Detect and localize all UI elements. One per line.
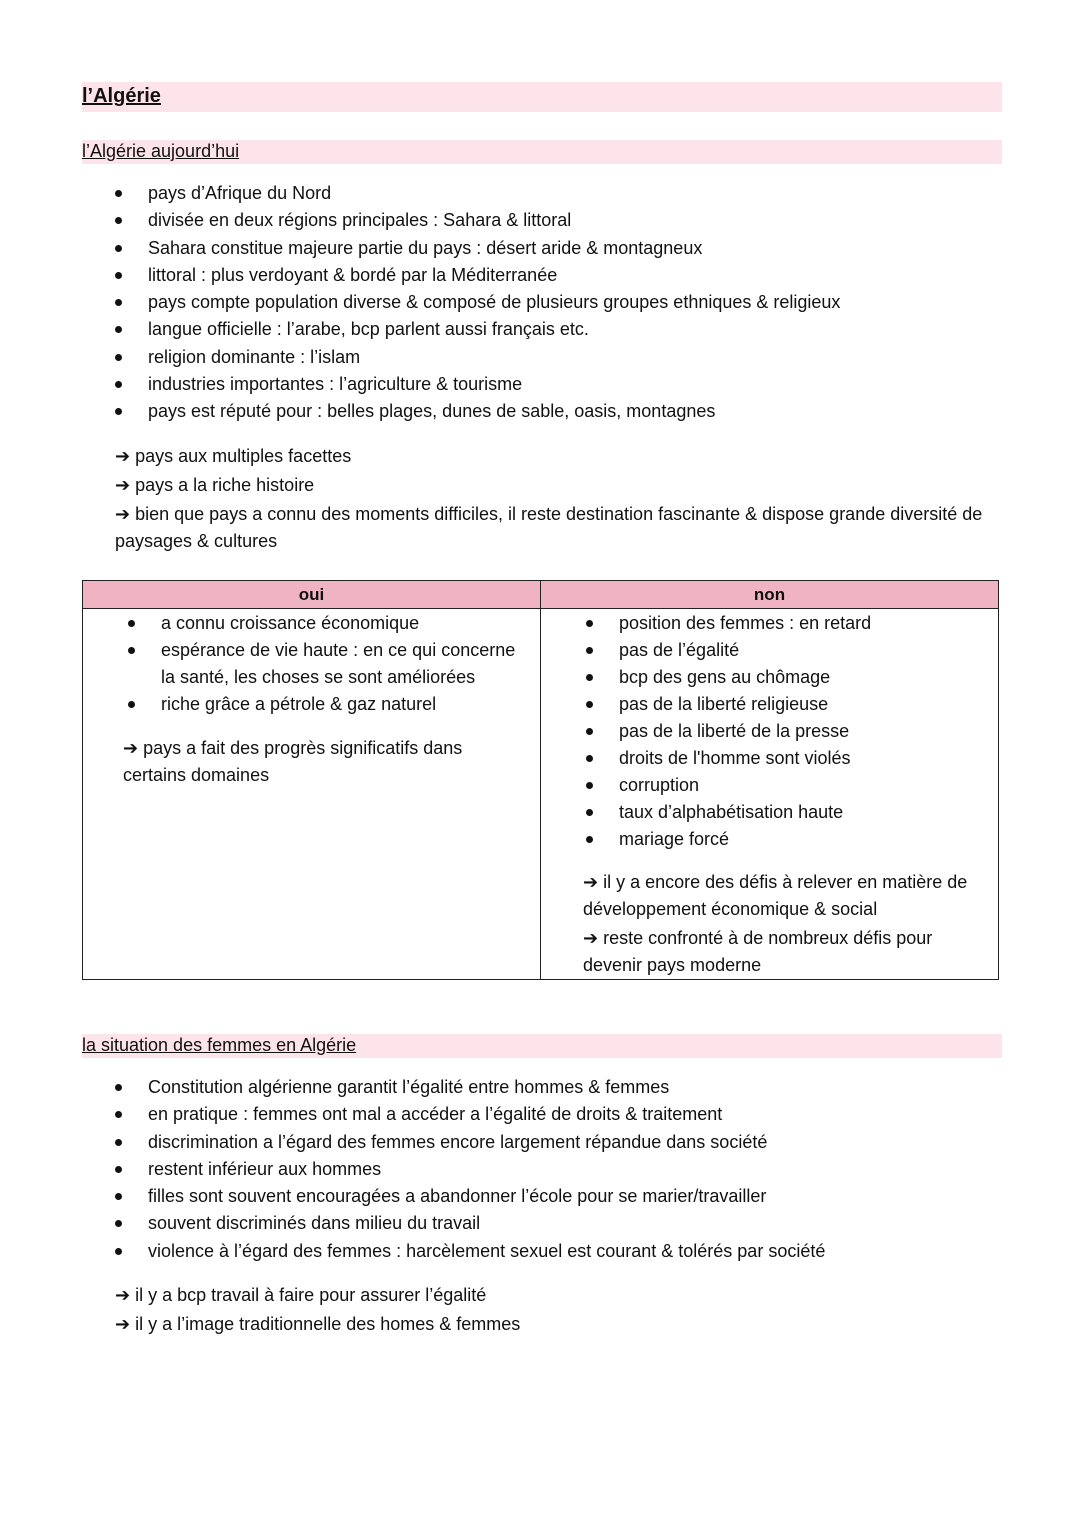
- bullet-icon: [115, 1166, 122, 1173]
- list-item: pas de la liberté religieuse: [583, 691, 984, 718]
- arrow-right-icon: ➔: [115, 504, 131, 524]
- list-item: position des femmes : en retard: [583, 610, 984, 637]
- list-item: discrimination a l’égard des femmes encore largement répandue dans société: [112, 1129, 825, 1156]
- bullet-icon: [115, 1193, 122, 1200]
- column-header-oui: oui: [83, 581, 541, 609]
- list-item: industries importantes : l’agriculture & tourisme: [112, 371, 840, 398]
- list-item: taux d’alphabétisation haute: [583, 799, 984, 826]
- bullet-icon: [586, 782, 593, 789]
- list-item: restent inférieur aux hommes: [112, 1156, 825, 1183]
- column-header-non: non: [541, 581, 999, 609]
- bullet-icon: [586, 701, 593, 708]
- bullet-icon: [115, 1248, 122, 1255]
- non-cell: [541, 609, 999, 980]
- list-item: pas de la liberté de la presse: [583, 718, 984, 745]
- list-item: filles sont souvent encouragées a abandonner l’école pour se marier/travailler: [112, 1183, 825, 1210]
- list-item: corruption: [583, 772, 984, 799]
- list-item: littoral : plus verdoyant & bordé par la Méditerranée: [112, 262, 840, 289]
- list-item: violence à l’égard des femmes : harcèlement sexuel est courant & tolérés par société: [112, 1238, 825, 1265]
- section1-heading-band: [82, 140, 1002, 164]
- conclusion-line: ➔ il y a bcp travail à faire pour assurer l’égalité: [115, 1285, 487, 1305]
- arrow-right-icon: ➔: [123, 738, 139, 758]
- bullet-icon: [115, 354, 122, 361]
- list-item: a connu croissance économique: [125, 610, 520, 637]
- list-item: espérance de vie haute : en ce qui concerne la santé, les choses se sont améliorées: [125, 637, 520, 691]
- non-bullet-list: [583, 610, 984, 853]
- bullet-icon: [115, 190, 122, 197]
- bullet-icon: [115, 381, 122, 388]
- list-item: souvent discriminés dans milieu du travail: [112, 1210, 825, 1237]
- list-item: bcp des gens au chômage: [583, 664, 984, 691]
- list-item: pays est réputé pour : belles plages, dunes de sable, oasis, montagnes: [112, 398, 840, 425]
- oui-bullet-list: [125, 610, 520, 718]
- arrow-right-icon: ➔: [115, 1314, 131, 1334]
- section2-bullet-list: [112, 1074, 825, 1265]
- bullet-icon: [586, 647, 593, 654]
- arrow-right-icon: ➔: [115, 446, 131, 466]
- arrow-right-icon: ➔: [115, 475, 131, 495]
- bullet-icon: [586, 674, 593, 681]
- bullet-icon: [586, 728, 593, 735]
- list-item: langue officielle : l’arabe, bcp parlent aussi français etc.: [112, 316, 840, 343]
- list-item: pays d’Afrique du Nord: [112, 180, 840, 207]
- bullet-icon: [115, 272, 122, 279]
- section1-bullet-list: [112, 180, 840, 426]
- bullet-icon: [115, 1084, 122, 1091]
- bullet-icon: [115, 299, 122, 306]
- bullet-icon: [115, 1220, 122, 1227]
- bullet-icon: [128, 620, 135, 627]
- bullet-icon: [115, 1139, 122, 1146]
- bullet-icon: [115, 217, 122, 224]
- bullet-icon: [115, 245, 122, 252]
- section1-heading: l’Algérie aujourd’hui: [82, 141, 240, 161]
- list-item: religion dominante : l’islam: [112, 344, 840, 371]
- oui-conclusion: ➔ pays a fait des progrès significatifs dans certains domaines: [123, 738, 463, 785]
- title-band: [82, 82, 1002, 112]
- bullet-icon: [128, 647, 135, 654]
- oui-cell: [83, 609, 541, 980]
- section2-conclusions: [115, 1282, 995, 1338]
- bullet-icon: [128, 701, 135, 708]
- bullet-icon: [115, 408, 122, 415]
- list-item: mariage forcé: [583, 826, 984, 853]
- section2-heading-band: [82, 1034, 1002, 1058]
- bullet-icon: [586, 755, 593, 762]
- comparison-table: [82, 580, 999, 980]
- conclusion-line: ➔ pays a la riche histoire: [115, 475, 315, 495]
- conclusion-line: ➔ bien que pays a connu des moments difficiles, il reste destination fascinante & dispose grande diversité de paysages & cultures: [115, 504, 983, 551]
- list-item: Sahara constitue majeure partie du pays : désert aride & montagneux: [112, 235, 840, 262]
- list-item: pays compte population diverse & composé de plusieurs groupes ethniques & religieux: [112, 289, 840, 316]
- arrow-right-icon: ➔: [583, 928, 599, 948]
- bullet-icon: [586, 836, 593, 843]
- arrow-right-icon: ➔: [115, 1285, 131, 1305]
- list-item: en pratique : femmes ont mal a accéder a l’égalité de droits & traitement: [112, 1101, 825, 1128]
- bullet-icon: [115, 1111, 122, 1118]
- list-item: pas de l’égalité: [583, 637, 984, 664]
- section2-heading: la situation des femmes en Algérie: [82, 1035, 357, 1055]
- list-item: divisée en deux régions principales : Sahara & littoral: [112, 207, 840, 234]
- non-conclusion: ➔ reste confronté à de nombreux défis pour devenir pays moderne: [583, 928, 933, 975]
- arrow-right-icon: ➔: [583, 872, 599, 892]
- non-conclusion: ➔ il y a encore des défis à relever en matière de développement économique & social: [583, 872, 968, 919]
- bullet-icon: [586, 809, 593, 816]
- list-item: riche grâce a pétrole & gaz naturel: [125, 691, 520, 718]
- conclusion-line: ➔ pays aux multiples facettes: [115, 446, 352, 466]
- bullet-icon: [115, 326, 122, 333]
- list-item: Constitution algérienne garantit l’égalité entre hommes & femmes: [112, 1074, 825, 1101]
- page-title: l’Algérie: [82, 85, 161, 107]
- list-item: droits de l'homme sont violés: [583, 745, 984, 772]
- bullet-icon: [586, 620, 593, 627]
- conclusion-line: ➔ il y a l’image traditionnelle des homes & femmes: [115, 1314, 521, 1334]
- section1-conclusions: [115, 443, 995, 555]
